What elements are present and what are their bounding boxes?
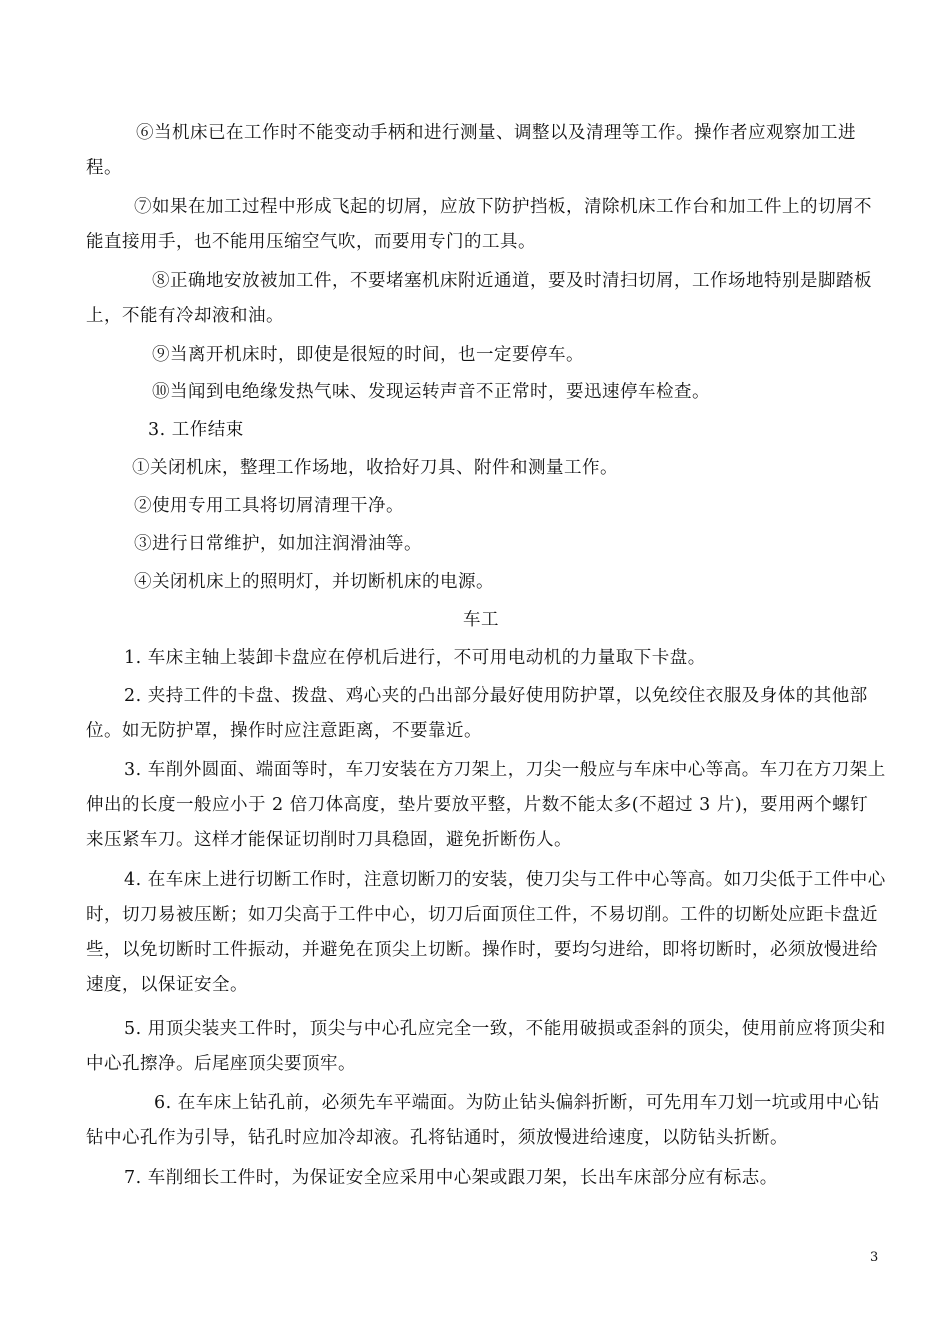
work-end-item-2: ②使用专用工具将切屑清理干净。	[134, 496, 404, 516]
work-end-item-1: ①关闭机床，整理工作场地，收拾好刀具、附件和测量工作。	[132, 458, 618, 478]
paragraph-item-9: ⑨当离开机床时，即使是很短的时间，也一定要停车。	[152, 345, 584, 365]
lathe-item-4: 4. 在车床上进行切断工作时，注意切断刀的安装，使刀尖与工件中心等高。如刀尖低于工件中心时，切刀易被压断；如刀尖高于工件中心，切刀后面顶住工件，不易切削。工件的切断处应距卡盘近些，以免切断时工件振动，并避免在顶尖上切断。操作时，要均匀进给，即将切断时，必须放慢进给速度，以保证安全。	[86, 870, 886, 995]
lathe-item-1: 1. 车床主轴上装卸卡盘应在停机后进行，不可用电动机的力量取下卡盘。	[124, 648, 706, 668]
lathe-item-5: 5. 用顶尖装夹工件时，顶尖与中心孔应完全一致，不能用破损或歪斜的顶尖，使用前应将顶尖和中心孔擦净。后尾座顶尖要顶牢。	[86, 1019, 886, 1074]
paragraph-item-8: ⑧正确地安放被加工件，不要堵塞机床附近通道，要及时清扫切屑，工作场地特别是脚踏板上，不能有冷却液和油。	[86, 271, 872, 326]
paragraph-item-7: ⑦如果在加工过程中形成飞起的切屑，应放下防护挡板，清除机床工作台和加工件上的切屑不能直接用手，也不能用压缩空气吹，而要用专门的工具。	[86, 197, 872, 252]
paragraph-item-10: ⑩当闻到电绝缘发热气味、发现运转声音不正常时，要迅速停车检查。	[152, 382, 710, 402]
work-end-item-3: ③进行日常维护，如加注润滑油等。	[134, 534, 422, 554]
lathe-item-2: 2. 夹持工件的卡盘、拨盘、鸡心夹的凸出部分最好使用防护罩，以免绞住衣服及身体的其他部位。如无防护罩，操作时应注意距离，不要靠近。	[86, 686, 868, 741]
lathe-item-3: 3. 车削外圆面、端面等时，车刀安装在方刀架上，刀尖一般应与车床中心等高。车刀在方刀架上伸出的长度一般应小于 2 倍刀体高度，垫片要放平整，片数不能太多(不超过 3 片)，要用两个螺钉来压紧车刀。这样才能保证切削时刀具稳固，避免折断伤人。	[86, 760, 886, 850]
lathe-item-7: 7. 车削细长工件时，为保证安全应采用中心架或跟刀架，长出车床部分应有标志。	[124, 1168, 778, 1188]
lathe-section-title: 车工	[463, 610, 499, 630]
page-number: 3	[870, 1250, 879, 1265]
paragraph-item-6: ⑥当机床已在工作时不能变动手柄和进行测量、调整以及清理等工作。操作者应观察加工进程。	[86, 123, 856, 178]
section-heading-work-end: 3. 工作结束	[148, 420, 244, 440]
lathe-item-6: 6. 在车床上钻孔前，必须先车平端面。为防止钻头偏斜折断，可先用车刀划一坑或用中心钻钻中心孔作为引导，钻孔时应加冷却液。孔将钻通时，须放慢进给速度，以防钻头折断。	[86, 1093, 880, 1148]
work-end-item-4: ④关闭机床上的照明灯，并切断机床的电源。	[134, 572, 494, 592]
